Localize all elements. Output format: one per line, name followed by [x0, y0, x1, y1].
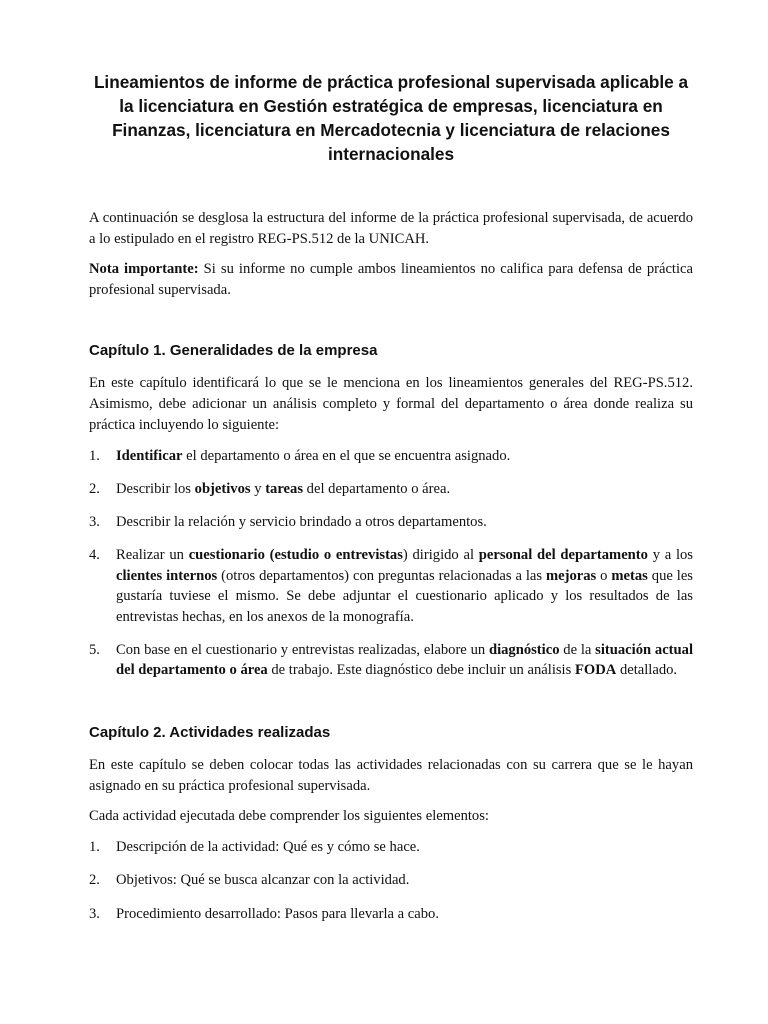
intro-paragraph: A continuación se desglosa la estructura del informe de la práctica profesional supervisada, de acuerdo a lo estipulado en el registro REG-PS.512 de la UNICAH. [89, 210, 693, 247]
note-label: Nota importante: [89, 261, 199, 277]
list-item: 3. Procedimiento desarrollado: Pasos para llevarla a cabo. [89, 904, 693, 925]
chapter2-intro: En este capítulo se deben colocar todas las actividades relacionadas con su carrera que se le hayan asignado en su práctica profesional supervisada. [89, 756, 693, 794]
chapter1-list [89, 446, 693, 681]
list-item: 3. Describir la relación y servicio brindado a otros departamentos. [89, 512, 693, 533]
list-number: 2. [89, 481, 100, 497]
list-number: 3. [89, 905, 100, 922]
document-page [89, 70, 693, 924]
list-number: 2. [89, 872, 100, 888]
note-text: Si su informe no cumple ambos lineamientos no califica para defensa de práctica profesional supervisada. [89, 261, 693, 298]
chapter2-elements-intro: Cada actividad ejecutada debe comprender los siguientes elementos: [89, 807, 489, 824]
list-item: 1. Descripción de la actividad: Qué es y cómo se hace. [89, 837, 693, 858]
list-number: 4. [89, 547, 100, 563]
list-number: 3. [89, 514, 100, 530]
chapter1-heading: Capítulo 1. Generalidades de la empresa [89, 342, 378, 359]
chapter1-intro: En este capítulo identificará lo que se le menciona en los lineamientos generales del REG-PS.512. Asimismo, debe adicionar un análisis completo y formal del departamento o área donde realiza su práctica incluyendo lo siguiente: [89, 375, 693, 433]
list-item: 5. Con base en el cuestionario y entrevistas realizadas, elabore un diagnóstico de la situación actual del departamento o área de trabajo. Este diagnóstico debe incluir un análisis FODA detallado. [89, 641, 694, 678]
chapter2-heading: Capítulo 2. Actividades realizadas [89, 723, 331, 741]
list-item: 2. Objetivos: Qué se busca alcanzar con la actividad. [89, 870, 693, 891]
list-item: 1. Identificar el departamento o área en el que se encuentra asignado. [89, 446, 693, 467]
document-title: Lineamientos de informe de práctica profesional supervisada aplicable a la licenciatura en Gestión estratégica de empresas, licenciatura en Finanzas, licenciatura en Mercadotecnia y licenciatura de relaciones internacionales [93, 72, 689, 164]
list-item: 4. Realizar un cuestionario (estudio o entrevistas) dirigido al personal del departamento y a los clientes internos (otros departamentos) con preguntas relacionadas a las mejoras o metas que les gustaría tuviese el mismo. Se debe adjuntar el cuestionario aplicado y los resultados de las entrevistas hechas, en los anexos de la monografía. [89, 547, 693, 625]
list-number: 5. [89, 641, 100, 658]
list-number: 1. [89, 838, 100, 855]
important-note [89, 259, 693, 301]
list-item: 2. Describir los objetivos y tareas del departamento o área. [89, 479, 693, 500]
list-number: 1. [89, 448, 100, 464]
chapter2-list [89, 837, 693, 925]
